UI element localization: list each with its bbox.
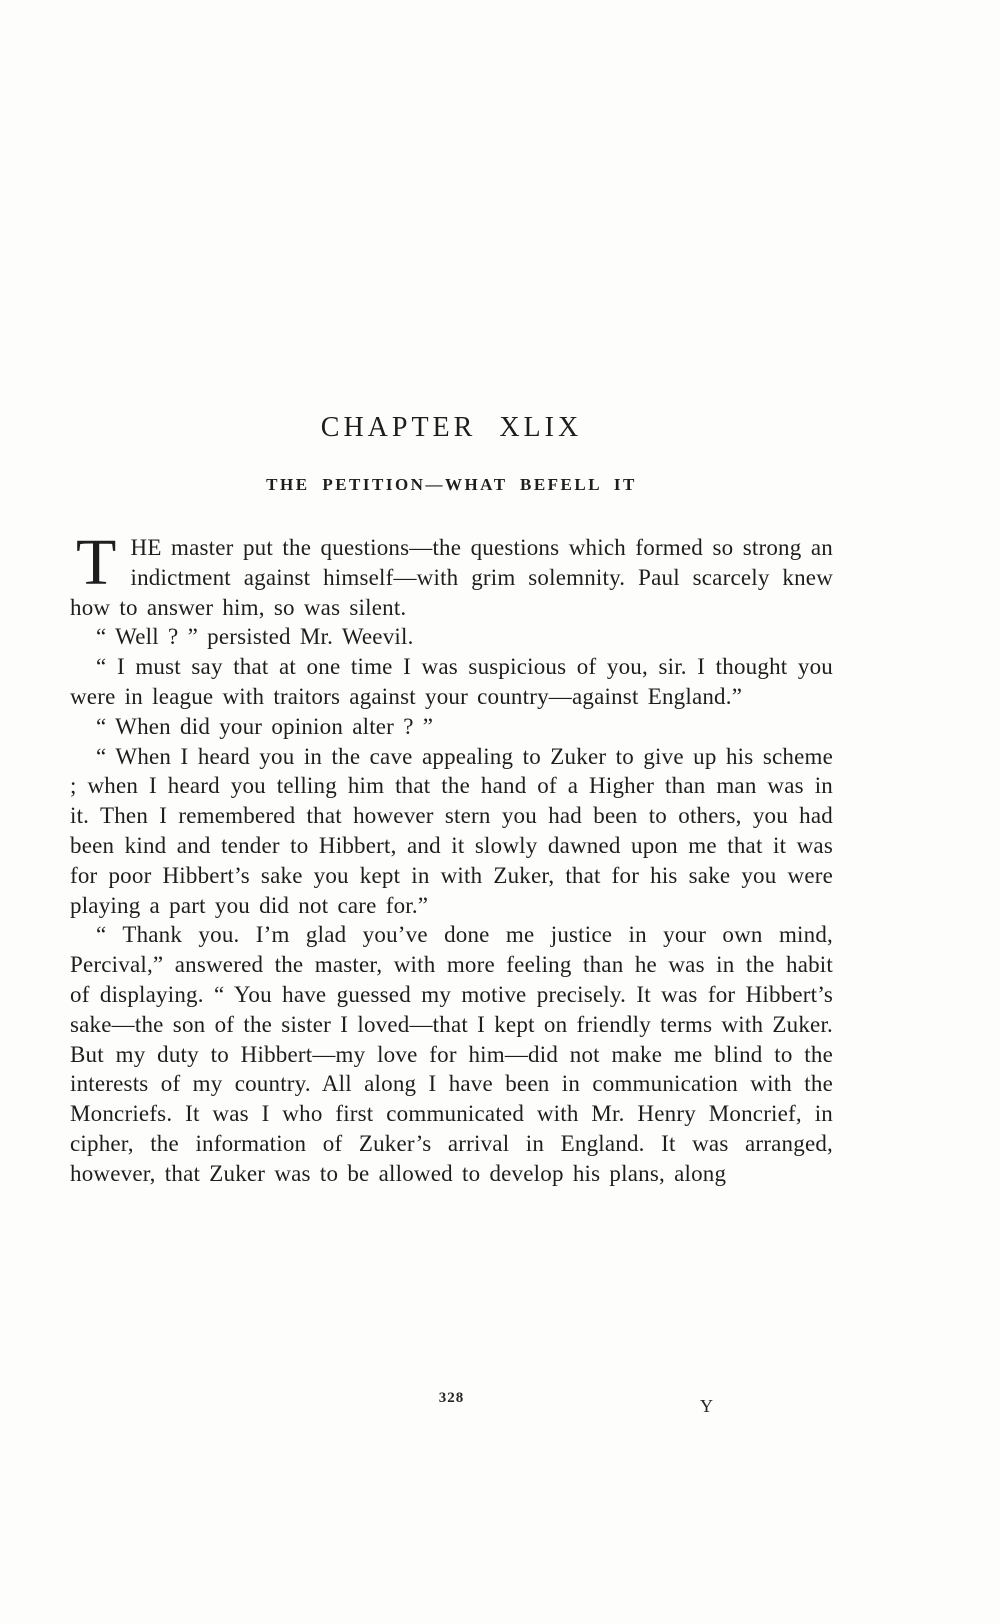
paragraph: “ When I heard you in the cave appealing to Zuker to give up his scheme ; when I heard you telling him that the hand of a Higher than man was in it. Then I remembered that however stern you had been to others, you had been kind and tender to Hibbert, and it slowly dawned upon me that it was for poor Hibbert’s sake you kept in with Zuker, that for his sake you were playing a part you did not care for.” (70, 743, 833, 918)
paragraph: “ Well ? ” persisted Mr. Weevil. (96, 624, 414, 650)
section-heading: THE PETITION—WHAT BEFELL IT (266, 475, 637, 494)
body-text (70, 526, 833, 1189)
chapter-heading: CHAPTER XLIX (320, 412, 583, 443)
paragraph: THE master put the questions—the questions which formed so strong an indictment against himself—with grim solemnity. Paul scarcely knew how to answer him, so was silent. (70, 526, 833, 620)
page-number: 328 (438, 1390, 465, 1406)
paragraph: “ I must say that at one time I was suspicious of you, sir. I thought you were in league with traitors against your country—against England.” (70, 654, 833, 709)
paragraph: “ When did your opinion alter ? ” (96, 713, 434, 739)
signature-mark: Y (700, 1396, 713, 1416)
page-footer (70, 1390, 833, 1420)
drop-cap: T (76, 526, 117, 599)
text-block (70, 412, 833, 1189)
paragraph: “ Thank you. I’m glad you’ve done me justice in your own mind, Percival,” answered the master, with more feeling than he was in the habit of displaying. “ You have guessed my motive precisely. It was for Hibbert’s sake—the son of the sister I loved—that I kept on friendly terms with Zuker. But my duty to Hibbert—my love for him—did not make me blind to the interests of my country. All along I have been in communication with the Moncriefs. It was I who first communicated with Mr. Henry Moncrief, in cipher, the information of Zuker’s arrival in England. It was arranged, however, that Zuker was to be allowed to develop his plans, along (70, 922, 833, 1186)
